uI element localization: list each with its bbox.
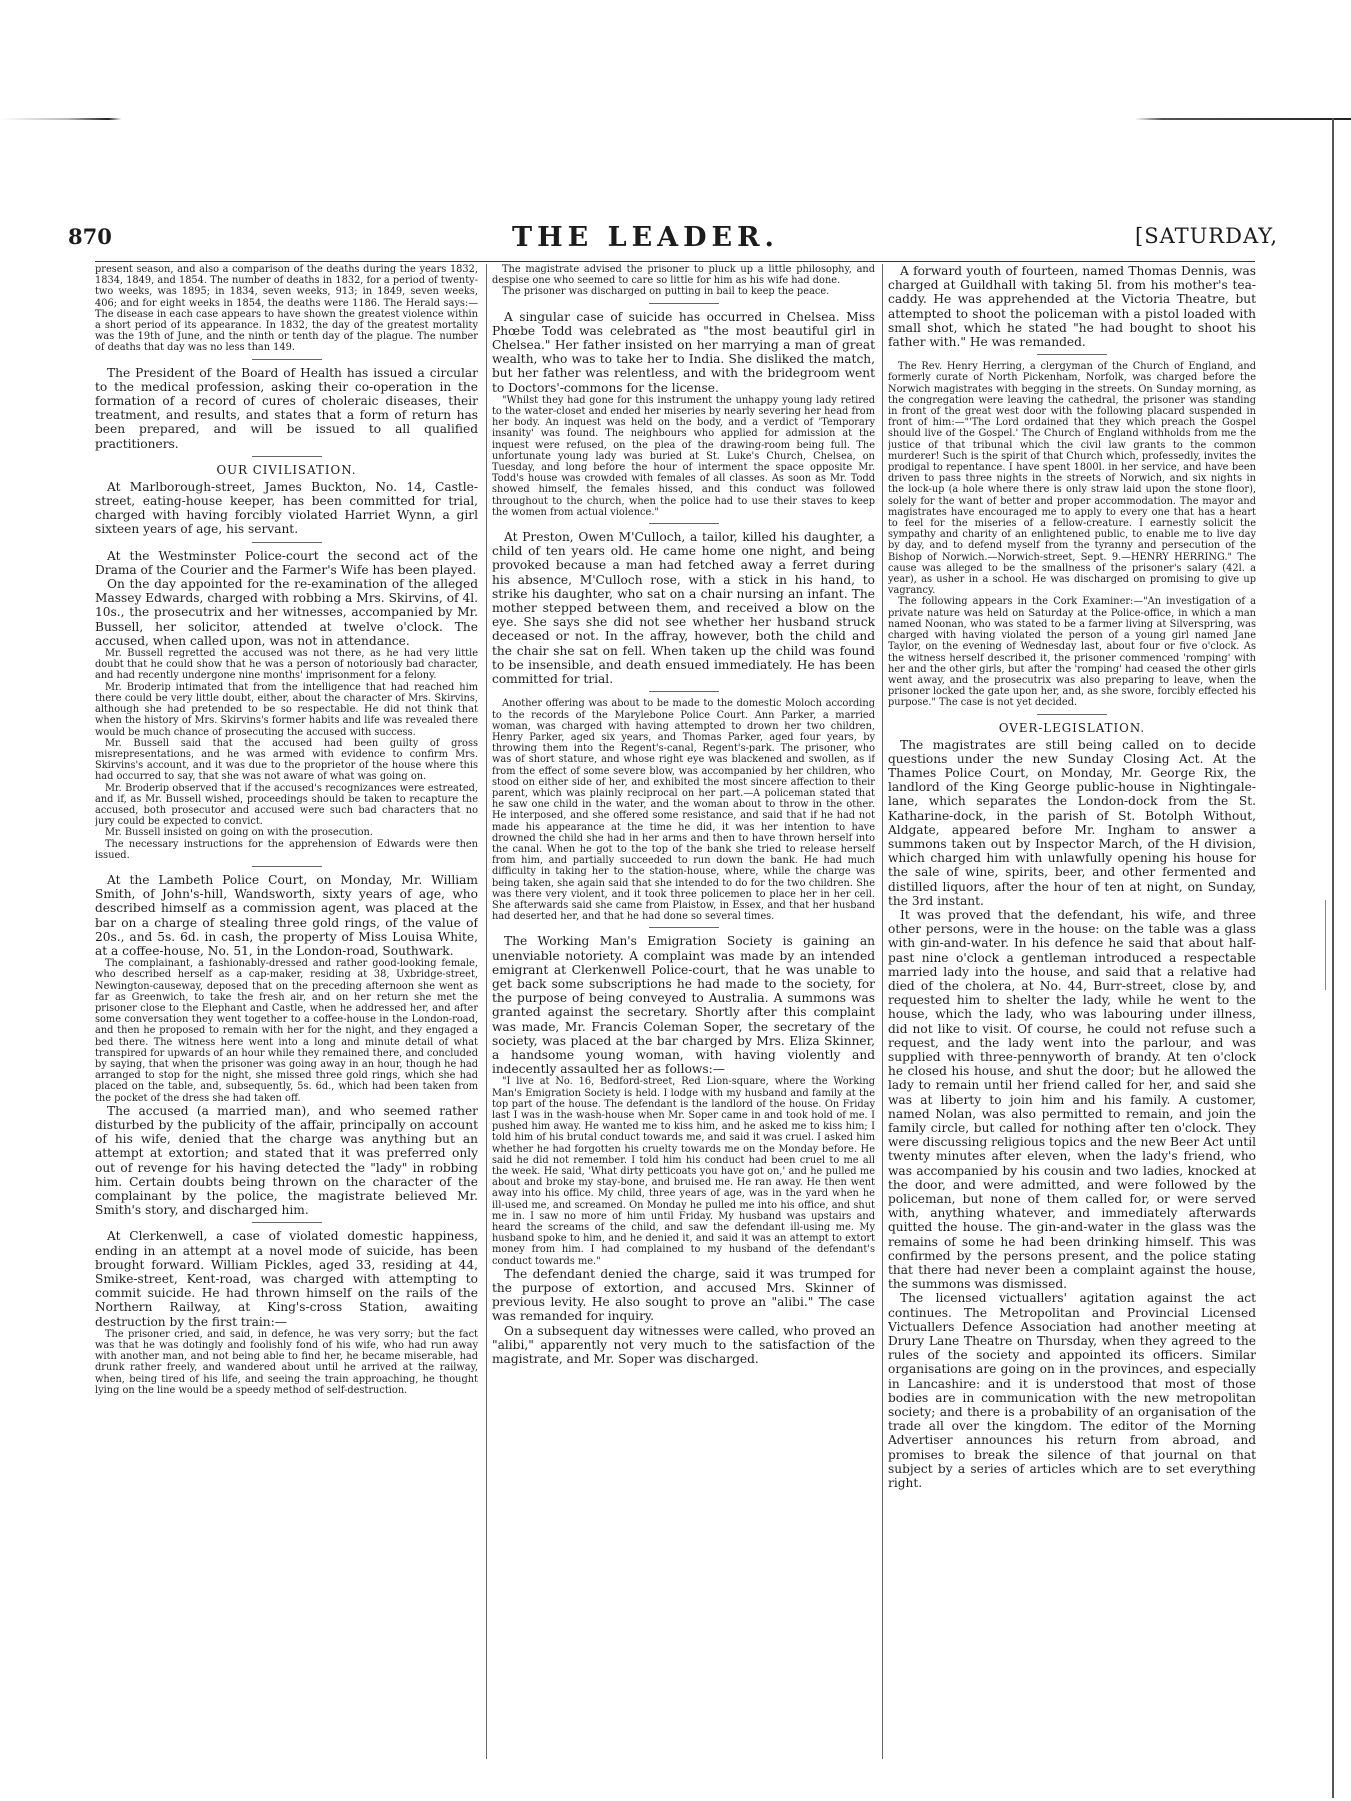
paragraph: The prisoner cried, and said, in defence, he was very sorry; but the fact was that he was dotingly and foolishly fond of his wife, who had run away with another man, and not being able to find her, he became miserable, had drunk rather freely, and wandered about until he arrived at the railway, when, being tired of his life, and seeing the train approaching, he thought lying on the line would be a speedy method of self-destruction.	[95, 1328, 478, 1396]
paragraph: Another offering was about to be made to the domestic Moloch according to the records of the Marylebone Police Court. Ann Parker, a married woman, was charged with having attempted to drown her two children, Henry Parker, aged six years, and Thomas Parker, aged four years, by throwing them into the Regent's-canal, Regent's-park. The prisoner, who was of short stature, and whose right eye was blackened and swollen, as if from the effect of some severe blow, was accompanied by her children, who stood on either side of her, and exhibited the most sincere affection to their parent, which was plainly reciprocal on her part.—A policeman stated that he saw one child in the water, and the woman about to throw in the other. He interposed, and she offered some resistance, and said that if he had not made his appearance at the time he did, it was her intention to have drowned the child she had in her arms and then to have thrown herself into the canal. When he got to the top of the bank she tried to release herself from him, and partially succeeded to run down the bank. He had much difficulty in taking her to the station-house, where, while the charge was being taken, she again said that she intended to do for the two children. She was there very violent, and it took three policemen to place her in her cell. She afterwards said she came from Plaistow, in Essex, and that her husband had deserted her, and that he had done so several times.	[492, 698, 875, 923]
paragraph: The necessary instructions for the apprehension of Edwards were then issued.	[95, 838, 478, 861]
column-divider	[882, 264, 883, 1759]
paragraph: On the day appointed for the re-examination of the alleged Massey Edwards, charged with robbing a Mrs. Skirvins, of 4l. 10s., the prosecutrix and her witnesses, accompanied by Mr. Bussell, her solicitor, attended at twelve o'clock. The accused, when called upon, was not in attendance.	[95, 577, 478, 648]
separator	[649, 303, 719, 304]
paragraph: At the Lambeth Police Court, on Monday, Mr. William Smith, of John's-hill, Wandsworth, sixty years of age, who described himself as a commission agent, was placed at the bar on a charge of stealing three gold rings, of the value of 20s., and 5s. 6d. in cash, the property of Miss Louisa White, at a coffee-house, No. 51, in the London-road, Southwark.	[95, 872, 478, 958]
paragraph: The defendant denied the charge, said it was trumped for the purpose of extortion, and accused Mrs. Skinner of previous levity. He also sought to prove an "alibi." The case was remanded for inquiry.	[492, 1266, 875, 1324]
page-header	[0, 224, 1351, 264]
paragraph: At Clerkenwell, a case of violated domestic happiness, ending in an attempt at a novel mode of suicide, has been brought forward. William Pickles, aged 33, residing at 44, Smike-street, Kent-road, was charged with attempting to commit suicide. He had thrown himself on the rails of the Northern Railway, at King's-cross Station, awaiting destruction by the first train:—	[95, 1229, 478, 1329]
separator	[1037, 714, 1107, 715]
paragraph: The prisoner was discharged on putting in bail to keep the peace.	[502, 286, 830, 298]
paragraph: On a subsequent day witnesses were called, who proved an "alibi," apparently not very much to the satisfaction of the magistrate, and Mr. Soper was discharged.	[492, 1323, 875, 1367]
column-divider	[486, 264, 487, 1759]
paragraph: Mr. Broderip observed that if the accused's recognizances were estreated, and if, as Mr. Bussell wished, proceedings should be taken to recapture the accused, both prosecutor and accused were such bad characters that no jury could be expected to convict.	[95, 782, 478, 828]
separator	[1037, 354, 1107, 355]
paragraph: A forward youth of fourteen, named Thomas Dennis, was charged at Guildhall with taking 5l. from his mother's tea-caddy. He was apprehended at the Victoria Theatre, but attempted to shoot the policeman with a pistol loaded with small shot, which he stated "he had bought to shoot his father with." He was remanded.	[888, 264, 1256, 350]
paragraph: The President of the Board of Health has issued a circular to the medical profession, asking their co-operation in the formation of a record of cures of choleraic diseases, their treatment, and results, and states that a form of return has been prepared, and will be issued to all qualified practitioners.	[95, 365, 478, 451]
paragraph: The licensed victuallers' agitation against the act continues. The Metropolitan and Provincial Licensed Victuallers Defence Association had another meeting at Drury Lane Theatre on Thursday, when they agreed to the rules of the society and appointed its officers. Similar organisations are going on in the provinces, and especially in Lancashire: and it is understood that most of those bodies are in communication with the new metropolitan society; and there is a probability of an organisation of the trade all over the kingdom. The editor of the Morning Advertiser announces his return from abroad, and promises to break the silence of that journal on that subject by a series of articles which are to set everything right.	[888, 1291, 1256, 1491]
paragraph: At Preston, Owen M'Culloch, a tailor, killed his daughter, a child of ten years old. He came home one night, and being provoked because a man had fetched away a ferret during his absence, M'Culloch rose, with a stick in his hand, to strike his daughter, who sat on a chair nursing an infant. The mother stepped between them, and received a blow on the eye. She says she did not see whether her husband struck deceased or not. In the affray, however, both the child and the chair she sat on fell. When taken up the child was found to be insensible, and death ensued immediately. He has been committed for trial.	[492, 530, 875, 687]
column-1	[95, 264, 478, 1784]
paragraph: The accused (a married man), and who seemed rather disturbed by the publicity of the affair, principally on account of his wife, denied that the charge was anything but an attempt at extortion; and stated that it was preferred only out of revenge for his having detected the "lady" in robbing him. Certain doubts being thrown on the character of the complainant by the police, the magistrate believed Mr. Smith's story, and discharged him.	[95, 1103, 478, 1218]
separator	[252, 1222, 322, 1223]
paragraph: Mr. Bussell regretted the accused was not there, as he had very little doubt that he could show that he was a person of notoriously bad character, and had recently undergone nine months' imprisonment for a felony.	[95, 648, 478, 682]
separator	[649, 691, 719, 692]
issue-day: [SATURDAY,	[1135, 224, 1279, 248]
column-2	[492, 264, 875, 1784]
masthead-title: THE LEADER.	[512, 222, 779, 253]
paragraph: It was proved that the defendant, his wife, and three other persons, were in the house: on the table was a glass with gin-and-water. In his defence he said that about half-past nine o'clock a gentleman introduced a respectable married lady into the house, and said that a relative had died of the cholera, at No. 44, Burr-street, close by, and requested him to shelter the lady, while he went to the house, which the lady, who was labouring under illness, did not like to visit. Of course, he could not refuse such a request, and the lady went into the parlour, and was supplied with three-pennyworth of brandy. At ten o'clock he closed his house, and shut the door; but he allowed the lady to remain until her friend called for her, and said she was at liberty to join him and his family. A customer, named Nolan, was also permitted to remain, and join the family circle, but called for nothing after ten o'clock. They were discussing religious topics and the new Beer Act until twenty minutes after eleven, when the lady's friend, who was accompanied by his cousin and two ladies, knocked at the door, and were admitted, and were followed by the policeman, but none of them called for, or were served with, anything whatever, and immediately afterwards quitted the house. The gin-and-water in the glass was the remains of some he had been drinking himself. This was confirmed by the persons present, and the police stating that there had never been a complaint against the house, the summons was dismissed.	[888, 907, 1256, 1292]
section-heading: OVER-LEGISLATION.	[998, 720, 1146, 735]
paragraph: The complainant, a fashionably-dressed and rather good-looking female, who described herself as a cap-maker, residing at 38, Uxbridge-street, Newington-causeway, deposed that on the preceding afternoon she went as far as Greenwich, to take the fresh air, and on her return she met the prisoner close to the Elephant and Castle, when he addressed her, and after some conversation they went together to a coffee-house in the London-road, and then he proposed to remain with her for the night, and they engaged a bed there. The witness here went into a long and minute detail of what transpired for upwards of an hour while they remained there, and concluded by saying, that when the prisoner was going away in an hour, though he had arranged to stop for the night, she missed three gold rings, which she had placed on the table, and, subsequently, 5s. 6d., which had been taken from the pocket of the dress she had taken off.	[95, 958, 478, 1104]
paragraph: The Rev. Henry Herring, a clergyman of the Church of England, and formerly curate of North Pickenham, Norfolk, was charged before the Norwich magistrates with begging in the streets. On Sunday morning, as the congregation were leaving the cathedral, the prisoner was standing in front of the great west door with the following placard suspended in front of him:—"'The Lord ordained that they which preach the Gospel should live of the Gospel.' The Church of England withholds from me the justice of that tribunal which the civil law grants to the common murderer! Such is the spirit of that Church which, professedly, invites the prodigal to repentance. I have spent 1800l. in her service, and have been driven to pass three nights in the streets of Norwich, and six nights in the lock-up (a hole where there is only straw laid upon the stone floor), solely for the want of better and proper accommodation. The mayor and magistrates have encouraged me to apply to every one that has a heart to feel for the miseries of a fellow-creature. I earnestly solicit the sympathy and charity of an enlightened public, to enable me to live day by day, and to defend myself from the tyranny and persecution of the Bishop of Norwich.—Norwich-street, Sept. 9.—HENRY HERRING." The cause was alleged to be the smallness of the prisoner's salary (42l. a year), as usher in a school. He was discharged on promising to give up vagrancy.	[888, 361, 1256, 597]
header-rule	[95, 261, 1255, 262]
paragraph: The Working Man's Emigration Society is gaining an unenviable notoriety. A complaint was made by an intended emigrant at Clerkenwell Police-court, that he was unable to get back some subscriptions he had made to the society, for the purpose of being conveyed to Australia. A summons was granted against the secretary. Shortly after this complaint was made, Mr. Francis Coleman Soper, the secretary of the society, was placed at the bar charged by Mrs. Eliza Skinner, a handsome young woman, with having violently and indecently assaulted her as follows:—	[492, 934, 875, 1077]
separator	[252, 542, 322, 543]
paragraph: The magistrate advised the prisoner to pluck up a little philosophy, and despise one who seemed to care so little for him as his wife had done.	[492, 264, 875, 287]
paragraph: Mr. Bussell said that the accused had been guilty of gross misrepresentations, and he was armed with evidence to confirm Mrs. Skirvins's account, and it was due to the proprietor of the house where this had occurred to say, that she was not aware of what was going on.	[95, 737, 478, 783]
paragraph: "Whilst they had gone for this instrument the unhappy young lady retired to the water-closet and ended her miseries by nearly severing her head from her body. An inquest was held on the body, and a verdict of 'Temporary insanity' was found. The neighbours who applied for admission at the inquest were refused, on the plea of the drawing-room being full. The unfortunate young lady was buried at St. Luke's Church, Chelsea, on Tuesday, and long before the hour of interment the space opposite Mr. Todd's house was crowded with females of all classes. As soon as Mr. Todd showed himself, the females hissed, and this conduct was followed throughout to the church, when the police had to use their staves to keep the women from actual violence."	[492, 394, 875, 518]
separator	[252, 866, 322, 867]
scan-right-rule	[1332, 118, 1334, 1798]
scan-top-rule	[0, 118, 1351, 120]
paragraph: A singular case of suicide has occurred in Chelsea. Miss Phœbe Todd was celebrated as "the most beautiful girl in Chelsea." Her father insisted on her marrying a man of great wealth, who was to take her to India. She disliked the match, but her father was relentless, and with the bridegroom went to Doctors'-commons for the license.	[492, 309, 875, 395]
paragraph: At Marlborough-street, James Buckton, No. 14, Castle-street, eating-house keeper, has been committed for trial, charged with having forcibly violated Harriet Wynn, a girl sixteen years of age, his servant.	[95, 479, 478, 537]
paragraph: present season, and also a comparison of the deaths during the years 1832, 1834, 1849, and 1854. The number of deaths in 1832, for a period of twenty-two weeks, was 1895; in 1834, seven weeks, 913; in 1849, seven weeks, 406; and for eight weeks in 1854, the deaths were 1186. The Herald says:—The disease in each case appears to have shown the greatest violence within a short period of its appearance. In 1832, the day of the greatest mortality was the 19th of June, and the ninth or tenth day of the plague. The number of deaths that day was no less than 149.	[95, 264, 478, 354]
separator	[252, 456, 322, 457]
page-number: 870	[68, 224, 112, 249]
paragraph: At the Westminster Police-court the second act of the Drama of the Courier and the Farmer's Wife has been played.	[95, 548, 478, 577]
paragraph: "I live at No. 16, Bedford-street, Red Lion-square, where the Working Man's Emigration Society is held. I lodge with my husband and family at the top part of the house. The defendant is the landlord of the house. On Friday last I was in the wash-house when Mr. Soper came in and took hold of me. I pushed him away. He wanted me to kiss him, and he asked me to kiss him; I told him of his brutal conduct towards me, and said it was cruel. I asked him whether he had forgotten his cruelty towards me on the Monday before. He said he did not remember. I told him his conduct had been cruel to me all the week. He said, 'What dirty petticoats you have got on,' and he pulled me about and broke my stay-bone, and bruised me. He ran away. He then went away into his office. My child, three years of age, was in the yard when he ill-used me, and screamed. On Monday he pulled me into his office, and shut me in. I saw no more of him until Friday. My husband was upstairs and heard the screams of the child, and saw the defendant ill-using me. My husband spoke to him, and he denied it, and said it was an attempt to extort money from him. I had complained to my husband of the defendant's conduct towards me."	[492, 1076, 875, 1267]
paragraph: The magistrates are still being called on to decide questions under the new Sunday Closing Act. At the Thames Police Court, on Monday, Mr. George Rix, the landlord of the King George public-house in Nightingale-lane, which separates the London-dock from the St. Katharine-dock, in the parish of St. Botolph Without, Aldgate, appeared before Mr. Ingham to answer a summons taken out by Inspector March, of the H division, which charged him with unlawfully opening his house for the sale of wine, spirits, beer, and other fermented and distilled liquors, after the hour of ten at night, on Sunday, the 3rd instant.	[888, 737, 1256, 908]
separator	[649, 927, 719, 928]
separator	[649, 523, 719, 524]
paragraph: Mr. Bussell insisted on going on with the prosecution.	[105, 827, 373, 839]
separator	[252, 359, 322, 360]
scan-right-mark	[1325, 900, 1326, 990]
section-heading: OUR CIVILISATION.	[216, 462, 357, 477]
paragraph: The following appears in the Cork Examiner:—"An investigation of a private nature was held on Saturday at the Police-office, in which a man named Noonan, who was stated to be a farmer living at Silverspring, was charged with having violated the person of a young girl named Jane Taylor, on the evening of Wednesday last, about four or five o'clock. As the witness herself described it, the prisoner commenced 'romping' with her and the other girls, but after the 'romping' had ceased the other girls went away, and the prosecutrix was also preparing to leave, when the prisoner locked the gate upon her, and, as she swore, forcibly effected his purpose." The case is not yet decided.	[888, 596, 1256, 709]
paragraph: Mr. Broderip intimated that from the intelligence that had reached him there could be very little doubt, either, about the character of Mrs. Skirvins, although she had pretended to be so respectable. He did not think that when the history of Mrs. Skirvins's former habits and life was revealed there would be much chance of prosecuting the accused with success.	[95, 681, 478, 738]
column-3	[888, 264, 1256, 1784]
